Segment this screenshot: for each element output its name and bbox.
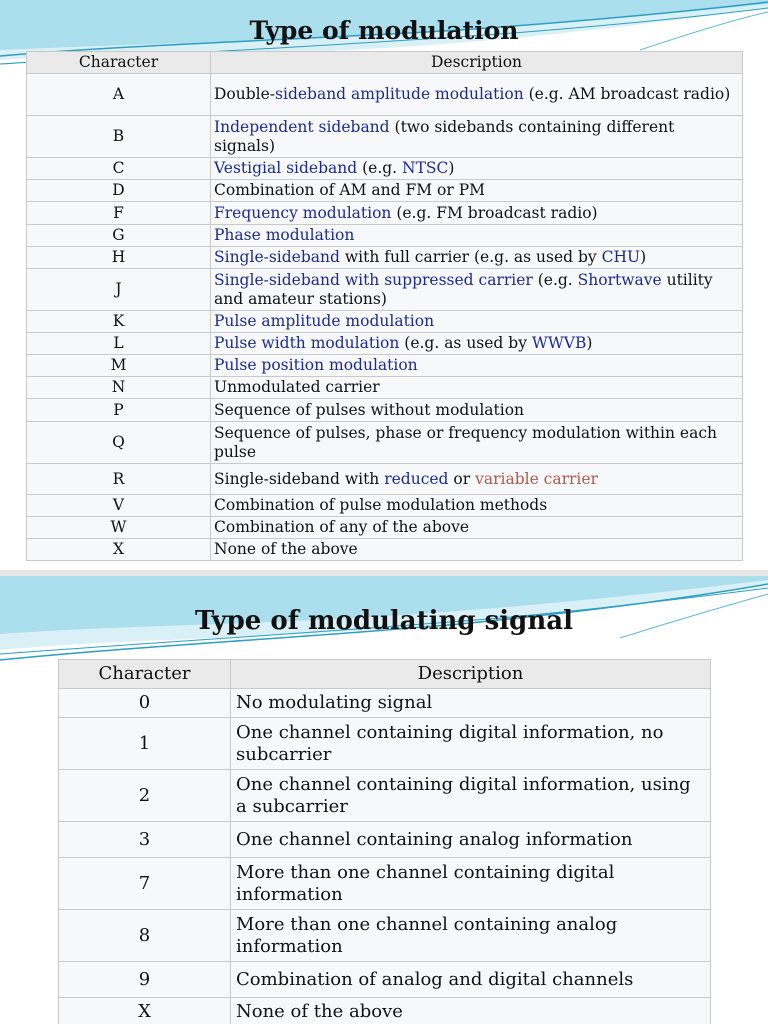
table-row <box>27 180 743 202</box>
description-cell <box>211 539 743 561</box>
table-row <box>27 377 743 399</box>
character-cell: 8 <box>59 910 231 962</box>
character-cell: Q <box>27 422 211 464</box>
character-cell: 2 <box>59 770 231 822</box>
table-row <box>27 399 743 422</box>
character-cell: V <box>27 495 211 517</box>
wiki-link[interactable]: Vestigial sideband <box>214 159 358 177</box>
table-row <box>59 822 711 858</box>
description-cell <box>211 399 743 422</box>
table-row <box>27 517 743 539</box>
table-row <box>27 495 743 517</box>
wiki-link[interactable]: Pulse width modulation <box>214 334 400 352</box>
character-cell: D <box>27 180 211 202</box>
description-text: (e.g. AM broadcast radio) <box>523 85 731 103</box>
description-cell <box>231 770 711 822</box>
description-cell <box>231 718 711 770</box>
column-header-description: Description <box>231 660 711 689</box>
modulation-table <box>26 51 743 561</box>
description-text: Combination of pulse modulation methods <box>214 496 548 514</box>
character-cell: R <box>27 464 211 495</box>
description-text: None of the above <box>236 1001 403 1022</box>
modulating-signal-table <box>58 659 711 1024</box>
description-text: Combination of any of the above <box>214 518 470 536</box>
description-text: (e.g. <box>357 159 403 177</box>
missing-wiki-link[interactable]: variable carrier <box>475 469 598 488</box>
wiki-link[interactable]: Single-sideband with suppressed carrier <box>214 270 533 289</box>
character-cell: 9 <box>59 962 231 998</box>
wiki-link[interactable]: Pulse amplitude modulation <box>214 312 435 330</box>
wiki-link[interactable]: Frequency modulation <box>214 203 392 222</box>
description-text: Double- <box>214 85 276 103</box>
description-text: ) <box>640 248 647 266</box>
description-text: (e.g. as used by <box>399 334 532 352</box>
description-text: Combination of analog and digital channels <box>236 968 634 990</box>
wiki-link[interactable]: Phase modulation <box>214 226 355 244</box>
table-row <box>27 116 743 158</box>
character-cell: N <box>27 377 211 399</box>
table-row <box>59 962 711 998</box>
description-cell <box>211 269 743 311</box>
wiki-link[interactable]: Pulse position modulation <box>214 356 418 374</box>
column-header-description: Description <box>211 52 743 74</box>
character-cell: 1 <box>59 718 231 770</box>
table-row <box>27 422 743 464</box>
table-row <box>27 333 743 355</box>
table-row <box>27 74 743 116</box>
character-cell: M <box>27 355 211 377</box>
table-row <box>59 770 711 822</box>
wiki-link[interactable]: Single-sideband <box>214 248 340 266</box>
description-cell <box>211 202 743 225</box>
table-row <box>27 355 743 377</box>
character-cell: X <box>27 539 211 561</box>
description-cell <box>211 377 743 399</box>
description-text: Sequence of pulses without modulation <box>214 400 525 419</box>
description-cell <box>231 998 711 1024</box>
description-cell <box>211 116 743 158</box>
character-cell: 0 <box>59 689 231 718</box>
character-cell: W <box>27 517 211 539</box>
description-text: ) <box>448 159 455 177</box>
character-cell: C <box>27 158 211 180</box>
table-row <box>59 858 711 910</box>
description-cell <box>211 158 743 180</box>
description-cell <box>211 74 743 116</box>
description-cell <box>211 495 743 517</box>
character-cell: H <box>27 247 211 269</box>
description-text: One channel containing digital information, using a subcarrier <box>236 773 691 817</box>
description-cell <box>211 247 743 269</box>
slide-modulating-signal <box>0 576 768 1024</box>
page-title: Type of modulation <box>249 16 519 45</box>
description-text: Sequence of pulses, phase or frequency modulation within each pulse <box>214 423 717 461</box>
page-title: Type of modulating signal <box>195 606 573 636</box>
character-cell: A <box>27 74 211 116</box>
character-cell: F <box>27 202 211 225</box>
description-cell <box>211 225 743 247</box>
description-text: Single-sideband with <box>214 469 385 488</box>
description-text: (e.g. <box>532 270 578 289</box>
description-cell <box>211 464 743 495</box>
table-row <box>27 225 743 247</box>
description-text: None of the above <box>214 540 358 558</box>
description-text: Unmodulated carrier <box>214 378 380 396</box>
description-text: More than one channel containing analog information <box>236 913 618 957</box>
table-row <box>27 269 743 311</box>
table-row <box>27 539 743 561</box>
character-cell: 7 <box>59 858 231 910</box>
description-text: Combination of AM and FM or PM <box>214 181 486 199</box>
description-cell <box>211 311 743 333</box>
character-cell: P <box>27 399 211 422</box>
header-row <box>27 52 743 74</box>
wiki-link[interactable]: sideband amplitude modulation <box>275 85 524 103</box>
description-cell <box>231 910 711 962</box>
description-text: with full carrier (e.g. as used by <box>339 248 602 266</box>
wiki-link[interactable]: Shortwave <box>577 270 662 289</box>
description-cell <box>231 689 711 718</box>
table-row <box>59 689 711 718</box>
table-row <box>27 247 743 269</box>
column-header-character: Character <box>59 660 231 689</box>
description-text: More than one channel containing digital information <box>236 861 615 905</box>
description-cell <box>211 180 743 202</box>
description-text: One channel containing digital information, no subcarrier <box>236 721 664 765</box>
table-row <box>27 464 743 495</box>
character-cell: L <box>27 333 211 355</box>
character-cell: 3 <box>59 822 231 858</box>
description-text: (two sidebands containing different signals) <box>214 117 675 155</box>
description-cell <box>231 858 711 910</box>
character-cell: K <box>27 311 211 333</box>
wiki-link[interactable]: reduced <box>384 469 449 488</box>
description-cell <box>211 517 743 539</box>
description-cell <box>211 422 743 464</box>
column-header-character: Character <box>27 52 211 74</box>
table-row <box>27 158 743 180</box>
wiki-link[interactable]: CHU <box>601 248 641 266</box>
description-cell <box>211 355 743 377</box>
description-text: (e.g. FM broadcast radio) <box>391 203 598 222</box>
wiki-link[interactable]: Independent sideband <box>214 117 390 136</box>
description-cell <box>211 333 743 355</box>
header-row <box>59 660 711 689</box>
description-cell <box>231 962 711 998</box>
description-text: utility and amateur stations) <box>214 270 713 308</box>
character-cell: B <box>27 116 211 158</box>
table-row <box>27 202 743 225</box>
description-cell <box>231 822 711 858</box>
table-row <box>59 998 711 1024</box>
table-row <box>59 910 711 962</box>
description-text: or <box>448 469 476 488</box>
description-text: ) <box>586 334 593 352</box>
wiki-link[interactable]: NTSC <box>402 159 449 177</box>
character-cell: J <box>27 269 211 311</box>
table-row <box>59 718 711 770</box>
description-text: One channel containing analog information <box>236 828 633 850</box>
description-text: No modulating signal <box>236 692 433 713</box>
wiki-link[interactable]: WWVB <box>531 334 587 352</box>
character-cell: G <box>27 225 211 247</box>
character-cell: X <box>59 998 231 1024</box>
table-row <box>27 311 743 333</box>
